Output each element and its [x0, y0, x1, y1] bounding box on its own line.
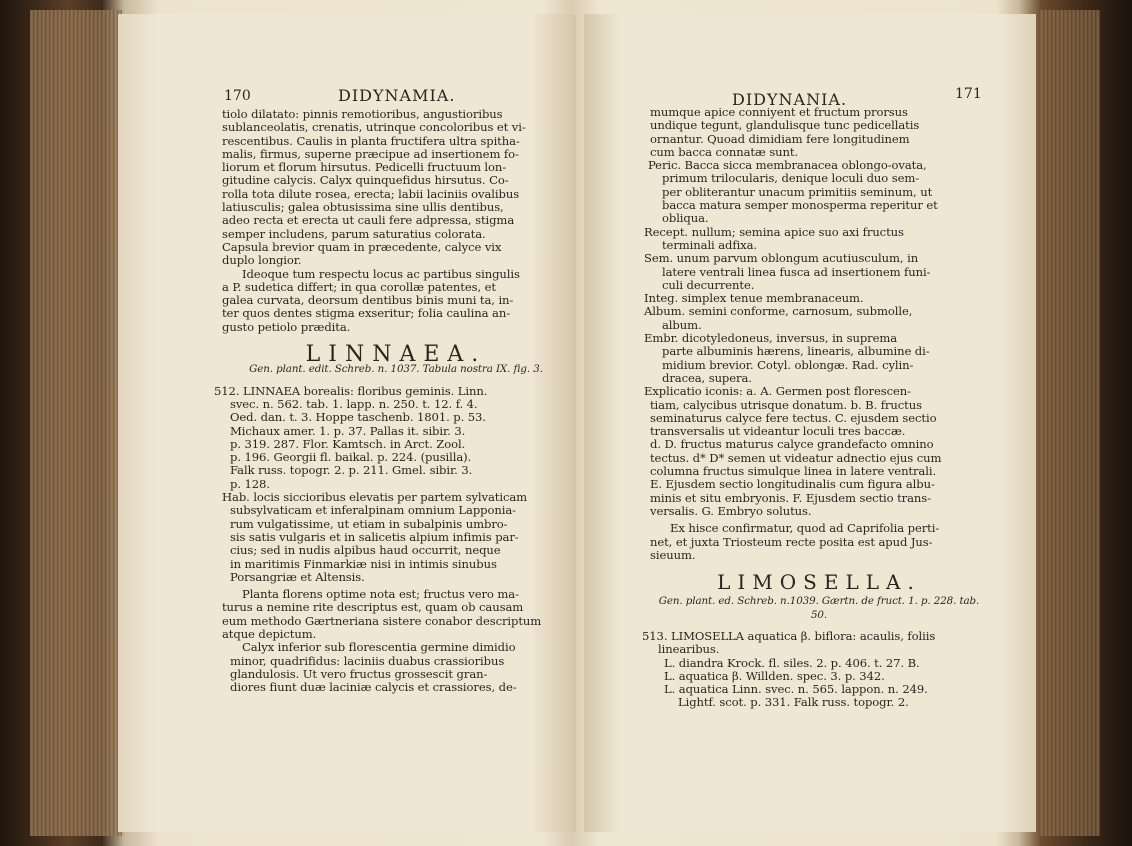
text-line: duplo longior. — [222, 253, 302, 268]
description-line: obliqua. — [662, 211, 709, 226]
text-line: semper includens, parum saturatius colorata. — [222, 226, 486, 241]
description-line: E. Ejusdem sectio longitudinalis cum figura albu- — [650, 477, 935, 492]
synonym-line: Lightf. scot. p. 331. Falk russ. topogr. 2. — [678, 695, 909, 710]
description-line: Recept. nullum; semina apice suo axi fructus — [644, 224, 904, 239]
habitat-line: rum vulgatissime, ut etiam in subalpinis umbro- — [230, 516, 508, 531]
genus-reference: Gen. plant. ed. Schreb. n.1039. Gærtn. de fruct. 1. p. 228. tab. 50. — [658, 595, 980, 621]
genus-heading-limosella: LIMOSELLA. — [717, 570, 921, 595]
right-text-column — [642, 105, 988, 710]
left-text-column — [214, 107, 570, 695]
description-line: minis et situ embryonis. F. Ejusdem sectio trans- — [650, 490, 931, 505]
description-line: columna fructus simulque linea in latere ventrali. — [650, 464, 937, 479]
description-line: per obliterantur unacum primitiis seminum, ut — [662, 184, 933, 199]
habitat-line: subsylvaticam et inferalpinam omnium Lapponia- — [230, 503, 516, 518]
description-line: Embr. dicotyledoneus, inversus, in suprema — [644, 331, 898, 346]
habitat-line: in maritimis Finmarkiæ nisi in intimis sinubus — [230, 556, 497, 571]
text-line: gitudine calycis. Calyx quinquefidus hirsutus. Co- — [222, 173, 509, 188]
description-line: culi decurrente. — [662, 277, 755, 292]
species-line: p. 319. 287. Flor. Kamtsch. in Arct. Zool. — [230, 436, 466, 451]
species-line: Michaux amer. 1. p. 37. Pallas it. sibir. 3. — [230, 423, 466, 438]
text-line: diores fiunt duæ laciniæ calycis et crassiores, de- — [230, 680, 517, 695]
description-line: terminali adfixa. — [662, 237, 758, 252]
text-line: adeo recta et erecta ut cauli fere adpressa, stigma — [222, 213, 515, 228]
text-line: atque depictum. — [222, 626, 317, 641]
description-line: parte albuminis hærens, linearis, albumine di- — [662, 344, 930, 359]
species-line: 512. LINNAEA borealis: floribus geminis. Linn. — [214, 383, 488, 398]
text-line: eum methodo Gærtneriana sistere conabor descriptum — [222, 613, 542, 628]
description-line: Integ. simplex tenue membranaceum. — [644, 291, 864, 306]
species-line: Oed. dan. t. 3. Hoppe taschenb. 1801. p. 53. — [230, 410, 486, 425]
text-line: rolla tota dilute rosea, erecta; labii laciniis ovalibus — [222, 186, 520, 201]
habitat-line: cius; sed in nudis alpibus haud occurrit, neque — [230, 543, 501, 558]
text-line: malis, firmus, superne præcipue ad insertionem fo- — [222, 146, 519, 161]
text-line: galea curvata, deorsum dentibus binis muni ta, in- — [222, 293, 514, 308]
text-line: liorum et florum hirsutus. Pedicelli fructuum lon- — [222, 160, 507, 175]
text-line: sublanceolatis, crenatis, utrinque concoloribus et vi- — [222, 120, 526, 135]
text-line: Calyx inferior sub florescentia germine dimidio — [242, 640, 516, 655]
description-line: latere ventrali linea fusca ad insertionem funi- — [662, 264, 931, 279]
text-line: minor, quadrifidus: laciniis duabus crassioribus — [230, 653, 505, 668]
description-line: bacca matura semper monosperma reperitur et — [662, 198, 938, 213]
habitat-line: sis satis vulgaris et in salicetis alpium infimis par- — [230, 529, 519, 544]
description-line: Album. semini conforme, carnosum, submolle, — [644, 304, 913, 319]
synonym-line: L. aquatica β. Willden. spec. 3. p. 342. — [664, 668, 885, 683]
text-line: Ex hisce confirmatur, quod ad Caprifolia perti- — [670, 521, 940, 536]
description-line: d. D. fructus maturus calyce grandefacto omnino — [650, 437, 934, 452]
genus-reference: Gen. plant. edit. Schreb. n. 1037. Tabula nostra IX. fig. 3. — [249, 363, 543, 376]
text-line: a P. sudetica differt; in qua corollæ patentes, et — [222, 279, 496, 294]
text-line: tiolo dilatato: pinnis remotioribus, angustioribus — [222, 107, 503, 121]
left-page-number: 170 — [224, 88, 251, 104]
description-line: versalis. G. Embryo solutus. — [650, 503, 812, 518]
text-line: rescentibus. Caulis in planta fructifera ultra spitha- — [222, 133, 520, 148]
description-line: album. — [662, 317, 702, 332]
right-page-edges — [1040, 10, 1100, 836]
text-line: Capsula brevior quam in præcedente, calyce vix — [222, 239, 502, 254]
habitat-line: Porsangriæ et Altensis. — [230, 569, 365, 584]
description-line: dracea, supera. — [662, 370, 752, 385]
text-line: glandulosis. Ut vero fructus grossescit gran- — [230, 666, 488, 681]
text-line: Ideoque tum respectu locus ac partibus singulis — [242, 266, 520, 281]
right-page-number: 171 — [955, 86, 982, 102]
text-line: ornantur. Quoad dimidiam fere longitudinem — [650, 131, 910, 146]
genus-heading-linnaea: LINNAEA. — [305, 342, 487, 368]
synonym-line: L. diandra Krock. fl. siles. 2. p. 406. t. 27. B. — [664, 655, 920, 670]
species-line: svec. n. 562. tab. 1. lapp. n. 250. t. 12. f. 4. — [230, 396, 478, 411]
left-running-head: DIDYNAMIA. — [338, 86, 456, 105]
description-line: Explicatio iconis: a. A. Germen post florescen- — [644, 384, 911, 399]
text-line: turus a nemine rite descriptus est, quam ob causam — [222, 600, 524, 615]
text-line: undique tegunt, glandulisque tunc pedicellatis — [650, 118, 920, 133]
description-line: tiam, calycibus utrisque donatum. b. B. fructus — [650, 397, 922, 412]
text-line: sieuum. — [650, 547, 696, 562]
description-line: seminaturus calyce fere tectus. C. ejusdem sectio — [650, 410, 937, 425]
habitat-line: Hab. locis siccioribus elevatis per partem sylvaticam — [222, 490, 528, 505]
species-line: 513. LIMOSELLA aquatica β. biflora: acaulis, foliis — [642, 628, 936, 643]
text-line: cum bacca connatæ sunt. — [650, 144, 799, 159]
species-line: linearibus. — [658, 642, 720, 657]
text-line: ter quos dentes stigma exseritur; folia caulina an- — [222, 306, 511, 321]
left-page-edges — [30, 10, 122, 836]
text-line: net, et juxta Triosteum recte posita est apud Jus- — [650, 534, 933, 549]
description-line: Sem. unum parvum oblongum acutiusculum, in — [644, 251, 919, 266]
text-line: Planta florens optime nota est; fructus vero ma- — [242, 587, 519, 602]
description-line: primum trilocularis, denique loculi duo sem- — [662, 171, 920, 186]
description-line: midium brevior. Cotyl. oblongæ. Rad. cylin- — [662, 357, 914, 372]
species-line: p. 196. Georgii fl. baikal. p. 224. (pusilla). — [230, 450, 472, 465]
text-line: gusto petiolo prædita. — [222, 319, 351, 334]
synonym-line: L. aquatica Linn. svec. n. 565. lappon. n. 249. — [664, 682, 928, 697]
text-line: latiusculis; galea obtusissima sine ullis dentibus, — [222, 200, 504, 215]
description-line: transversalis ut videantur loculi tres baccæ. — [650, 424, 906, 439]
description-line: tectus. d* D* semen ut videatur adnectio ejus cum — [650, 450, 942, 465]
text-line: mumque apice conniyent et fructum prorsus — [650, 105, 908, 119]
description-line: Peric. Bacca sicca membranacea oblongo-ovata, — [648, 158, 927, 173]
species-line: p. 128. — [230, 476, 270, 491]
species-line: Falk russ. topogr. 2. p. 211. Gmel. sibir. 3. — [230, 463, 473, 478]
right-running-head: DIDYNANIA. — [732, 90, 848, 109]
